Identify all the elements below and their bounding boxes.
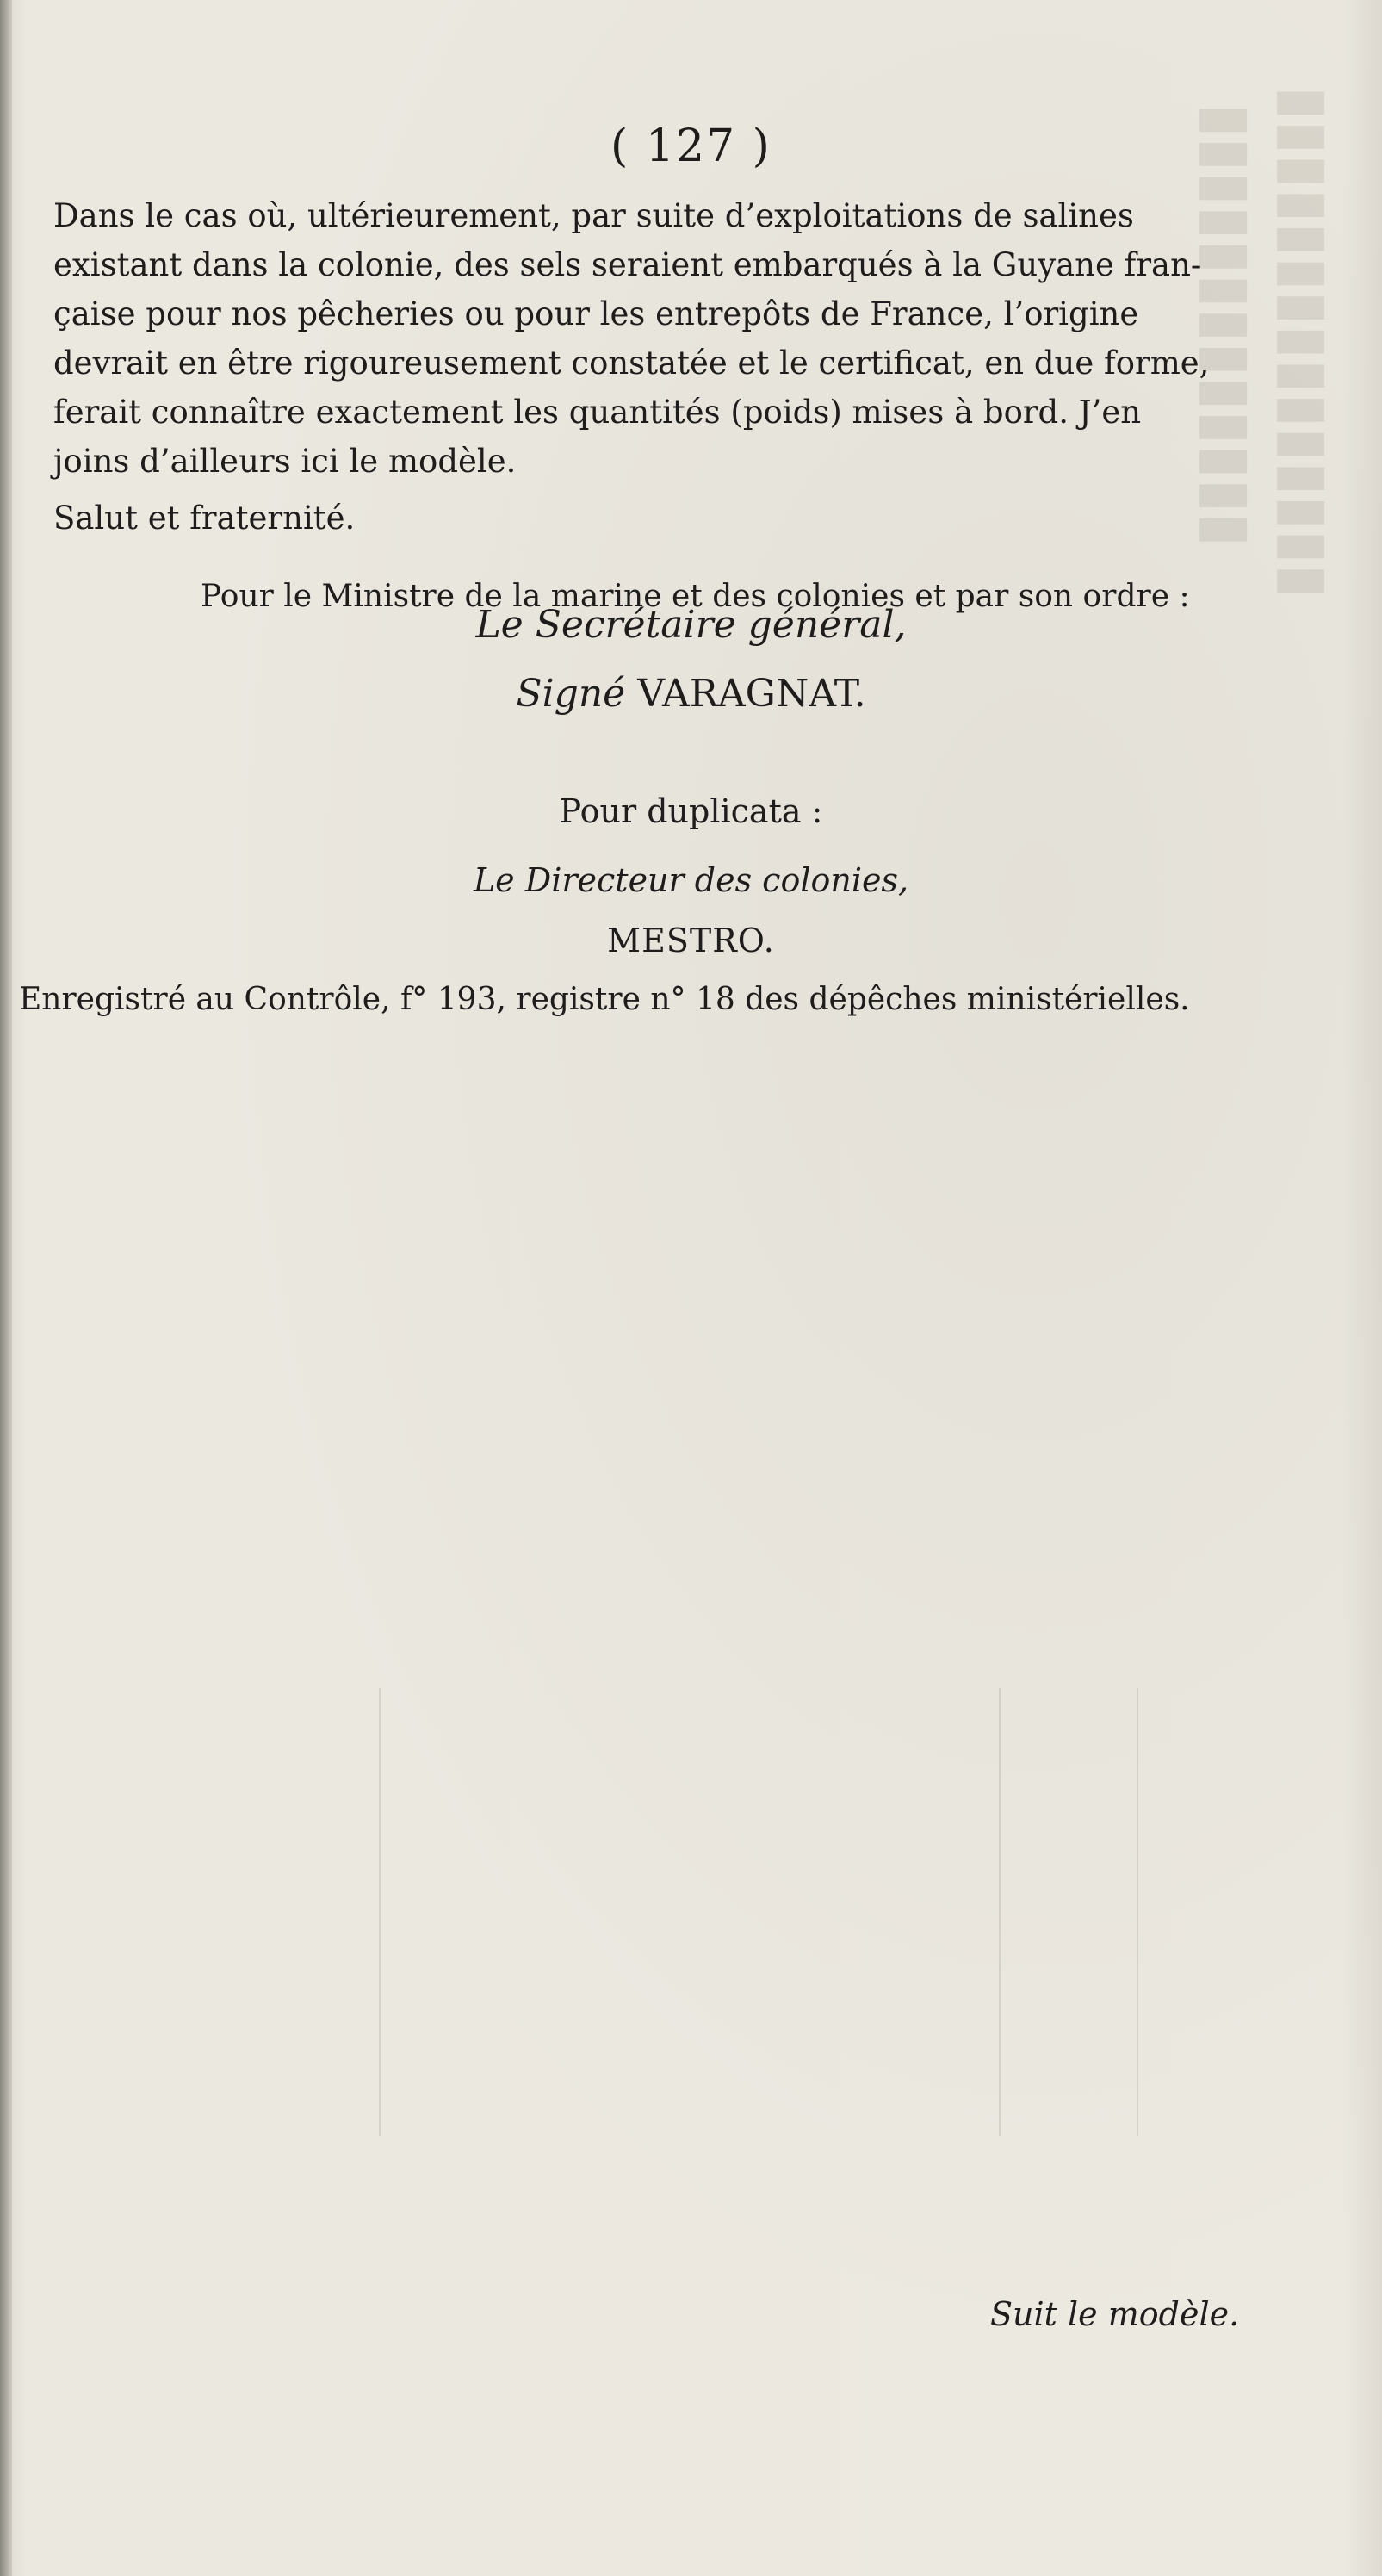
duplicata-label: Pour duplicata : xyxy=(559,792,823,830)
bleed-through-rule xyxy=(379,1688,381,2136)
registration-note: Enregistré au Contrôle, f° 193, registre n° 18 des dépêches ministérielles. xyxy=(19,982,1190,1017)
bleed-through-rule xyxy=(1137,1688,1138,2136)
signature-line xyxy=(0,672,1382,716)
binding-gutter xyxy=(0,0,12,2576)
page-number: ( 127 ) xyxy=(610,121,772,172)
paragraph-line: Dans le cas où, ultérieurement, par suite d’exploitations de salines xyxy=(53,197,1134,234)
bleed-through-decoration: ▮▮▮▮▮▮▮▮▮▮▮▮▮▮▮ xyxy=(1270,86,1343,599)
bleed-through-rule xyxy=(999,1688,1001,2136)
bleed-through-decoration: ▮▮▮▮▮▮▮▮▮▮▮▮▮ xyxy=(1193,103,1266,548)
paragraph-line: çaise pour nos pêcheries ou pour les entrepôts de France, l’origine xyxy=(53,295,1139,332)
salutation: Salut et fraternité. xyxy=(53,500,356,537)
footer-catchword: Suit le modèle. xyxy=(990,2295,1240,2333)
signed-name: VARAGNAT. xyxy=(637,672,866,716)
director-name: MESTRO. xyxy=(607,922,775,959)
paragraph-line: existant dans la colonie, des sels seraient embarqués à la Guyane fran- xyxy=(53,246,1202,283)
signed-word: Signé xyxy=(516,672,626,716)
paragraph-line: devrait en être rigoureusement constatée et le certificat, en due forme, xyxy=(53,345,1210,382)
main-paragraph xyxy=(53,191,1276,486)
order-line: Pour le Ministre de la marine et des colonies et par son ordre : xyxy=(201,579,1190,614)
paragraph-line: ferait connaître exactement les quantités (poids) mises à bord. J’en xyxy=(53,394,1142,431)
director-title: Le Directeur des colonies, xyxy=(473,861,909,899)
paragraph-line: joins d’ailleurs ici le modèle. xyxy=(53,443,517,480)
secretary-title: Le Secrétaire général, xyxy=(475,603,907,647)
